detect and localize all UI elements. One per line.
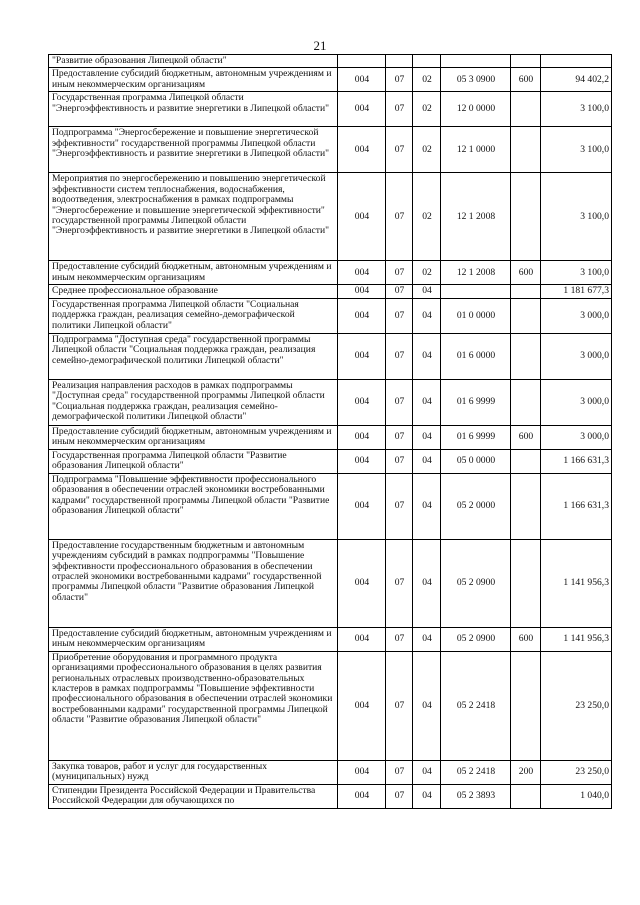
ministry-code-cell: 004 — [338, 760, 386, 784]
expense-type-cell — [511, 285, 541, 298]
section-code-cell: 07 — [386, 651, 413, 760]
amount-cell — [541, 55, 612, 68]
target-article-cell: 05 0 0000 — [441, 449, 511, 473]
subsection-code-cell: 04 — [413, 784, 441, 808]
subsection-code-cell: 04 — [413, 473, 441, 539]
target-article-cell: 05 2 0900 — [441, 539, 511, 627]
subsection-code-cell: 04 — [413, 425, 441, 449]
table-row — [49, 379, 612, 425]
ministry-code-cell: 004 — [338, 127, 386, 173]
item-name-cell: Предоставление субсидий бюджетным, автономным учреждениям и иным некоммерческим организациям — [49, 261, 338, 285]
expense-type-cell — [511, 333, 541, 379]
expense-type-cell — [511, 55, 541, 68]
expense-type-cell — [511, 651, 541, 760]
section-code-cell: 07 — [386, 127, 413, 173]
item-name-cell: Государственная программа Липецкой области "Развитие образования Липецкой области" — [49, 449, 338, 473]
table-row — [49, 173, 612, 261]
subsection-code-cell: 04 — [413, 760, 441, 784]
budget-table — [48, 54, 612, 809]
table-row — [49, 784, 612, 808]
expense-type-cell — [511, 539, 541, 627]
table-row — [49, 333, 612, 379]
ministry-code-cell: 004 — [338, 627, 386, 651]
section-code-cell: 07 — [386, 425, 413, 449]
section-code-cell: 07 — [386, 473, 413, 539]
subsection-code-cell: 04 — [413, 449, 441, 473]
expense-type-cell — [511, 379, 541, 425]
target-article-cell: 05 2 0000 — [441, 473, 511, 539]
item-name-cell: Среднее профессиональное образование — [49, 285, 338, 298]
section-code-cell: 07 — [386, 68, 413, 92]
amount-cell: 3 100,0 — [541, 261, 612, 285]
expense-type-cell — [511, 449, 541, 473]
ministry-code-cell: 004 — [338, 92, 386, 127]
target-article-cell: 05 2 3893 — [441, 784, 511, 808]
item-name-cell: Предоставление субсидий бюджетным, автономным учреждениям и иным некоммерческим организациям — [49, 627, 338, 651]
section-code-cell: 07 — [386, 298, 413, 333]
amount-cell: 23 250,0 — [541, 651, 612, 760]
section-code-cell: 07 — [386, 539, 413, 627]
ministry-code-cell: 004 — [338, 298, 386, 333]
subsection-code-cell: 04 — [413, 539, 441, 627]
subsection-code-cell: 04 — [413, 627, 441, 651]
page-number: 21 — [313, 38, 327, 53]
table-row — [49, 261, 612, 285]
table-row — [49, 298, 612, 333]
target-article-cell — [441, 55, 511, 68]
item-name-cell: Подпрограмма "Повышение эффективности профессионального образования в обеспечении отраслей экономики востребованными кадрами" государственной программы Липецкой области "Развитие образования Липецкой области" — [49, 473, 338, 539]
expense-type-cell: 200 — [511, 760, 541, 784]
subsection-code-cell: 04 — [413, 333, 441, 379]
target-article-cell: 05 2 2418 — [441, 760, 511, 784]
table-row — [49, 449, 612, 473]
amount-cell: 1 166 631,3 — [541, 473, 612, 539]
amount-cell: 1 141 956,3 — [541, 627, 612, 651]
ministry-code-cell: 004 — [338, 173, 386, 261]
subsection-code-cell: 02 — [413, 92, 441, 127]
item-name-cell: Государственная программа Липецкой области "Энергоэффективность и развитие энергетики в Липецкой области" — [49, 92, 338, 127]
expense-type-cell: 600 — [511, 627, 541, 651]
ministry-code-cell: 004 — [338, 68, 386, 92]
target-article-cell: 05 3 0900 — [441, 68, 511, 92]
expense-type-cell: 600 — [511, 68, 541, 92]
table-row — [49, 92, 612, 127]
ministry-code-cell: 004 — [338, 473, 386, 539]
ministry-code-cell: 004 — [338, 425, 386, 449]
amount-cell: 3 100,0 — [541, 127, 612, 173]
item-name-cell: Подпрограмма "Доступная среда" государственной программы Липецкой области "Социальная поддержка граждан, реализация семейно-демографической политики Липецкой области" — [49, 333, 338, 379]
target-article-cell: 12 0 0000 — [441, 92, 511, 127]
section-code-cell: 07 — [386, 379, 413, 425]
table-row — [49, 473, 612, 539]
expense-type-cell — [511, 173, 541, 261]
expense-type-cell: 600 — [511, 425, 541, 449]
subsection-code-cell: 02 — [413, 173, 441, 261]
item-name-cell: Предоставление субсидий бюджетным, автономным учреждениям и иным некоммерческим организациям — [49, 68, 338, 92]
table-row — [49, 539, 612, 627]
section-code-cell: 07 — [386, 285, 413, 298]
target-article-cell: 12 1 2008 — [441, 173, 511, 261]
ministry-code-cell — [338, 55, 386, 68]
item-name-cell: Закупка товаров, работ и услуг для государственных (муниципальных) нужд — [49, 760, 338, 784]
target-article-cell: 05 2 2418 — [441, 651, 511, 760]
target-article-cell: 01 6 9999 — [441, 379, 511, 425]
item-name-cell: Реализация направления расходов в рамках подпрограммы "Доступная среда" государственной программы Липецкой области "Социальная поддержка граждан, реализация семейно-демографической политики Липецкой области" — [49, 379, 338, 425]
section-code-cell: 07 — [386, 261, 413, 285]
amount-cell: 3 000,0 — [541, 379, 612, 425]
ministry-code-cell: 004 — [338, 449, 386, 473]
target-article-cell: 01 6 0000 — [441, 333, 511, 379]
section-code-cell: 07 — [386, 760, 413, 784]
subsection-code-cell: 04 — [413, 298, 441, 333]
section-code-cell: 07 — [386, 449, 413, 473]
subsection-code-cell: 02 — [413, 127, 441, 173]
table-row — [49, 760, 612, 784]
expense-type-cell — [511, 127, 541, 173]
expense-type-cell: 600 — [511, 261, 541, 285]
table-row — [49, 55, 612, 68]
ministry-code-cell: 004 — [338, 333, 386, 379]
expense-type-cell — [511, 784, 541, 808]
table-row — [49, 651, 612, 760]
amount-cell: 3 100,0 — [541, 92, 612, 127]
amount-cell: 1 181 677,3 — [541, 285, 612, 298]
ministry-code-cell: 004 — [338, 261, 386, 285]
ministry-code-cell: 004 — [338, 539, 386, 627]
ministry-code-cell: 004 — [338, 651, 386, 760]
expense-type-cell — [511, 298, 541, 333]
subsection-code-cell: 04 — [413, 379, 441, 425]
item-name-cell: Подпрограмма "Энергосбережение и повышение энергетической эффективности" государственной программы Липецкой области "Энергоэффективность и развитие энергетики в Липецкой области" — [49, 127, 338, 173]
target-article-cell: 12 1 0000 — [441, 127, 511, 173]
item-name-cell: Предоставление государственным бюджетным и автономным учреждениям субсидий в рамках подпрограммы "Повышение эффективности профессионального образования в обеспечении отраслей экономики востребованными кадрами" государственной программы Липецкой области "Развитие образования Липецкой области" — [49, 539, 338, 627]
amount-cell: 1 141 956,3 — [541, 539, 612, 627]
section-code-cell: 07 — [386, 627, 413, 651]
target-article-cell: 12 1 2008 — [441, 261, 511, 285]
table-row — [49, 627, 612, 651]
item-name-cell: Предоставление субсидий бюджетным, автономным учреждениям и иным некоммерческим организациям — [49, 425, 338, 449]
amount-cell: 94 402,2 — [541, 68, 612, 92]
section-code-cell: 07 — [386, 173, 413, 261]
item-name-cell: Мероприятия по энергосбережению и повышению энергетической эффективности систем теплоснабжения, водоснабжения, водоотведения, электроснабжения в рамках подпрограммы "Энергосбережение и повышение энергетической эффективности" государственной программы Липецкой области "Энергоэффективность и развитие энергетики в Липецкой области" — [49, 173, 338, 261]
section-code-cell: 07 — [386, 92, 413, 127]
table-row — [49, 127, 612, 173]
expense-type-cell — [511, 473, 541, 539]
amount-cell: 1 040,0 — [541, 784, 612, 808]
subsection-code-cell: 04 — [413, 651, 441, 760]
target-article-cell: 01 0 0000 — [441, 298, 511, 333]
target-article-cell: 05 2 0900 — [441, 627, 511, 651]
subsection-code-cell: 02 — [413, 68, 441, 92]
amount-cell: 3 000,0 — [541, 298, 612, 333]
item-name-cell: "Развитие образования Липецкой области" — [49, 55, 338, 68]
ministry-code-cell: 004 — [338, 784, 386, 808]
table-row — [49, 285, 612, 298]
target-article-cell — [441, 285, 511, 298]
section-code-cell: 07 — [386, 784, 413, 808]
amount-cell: 23 250,0 — [541, 760, 612, 784]
amount-cell: 3 100,0 — [541, 173, 612, 261]
amount-cell: 3 000,0 — [541, 425, 612, 449]
section-code-cell: 07 — [386, 333, 413, 379]
table-row — [49, 68, 612, 92]
target-article-cell: 01 6 9999 — [441, 425, 511, 449]
item-name-cell: Государственная программа Липецкой области "Социальная поддержка граждан, реализация семейно-демографической политики Липецкой области" — [49, 298, 338, 333]
section-code-cell — [386, 55, 413, 68]
amount-cell: 1 166 631,3 — [541, 449, 612, 473]
amount-cell: 3 000,0 — [541, 333, 612, 379]
expense-type-cell — [511, 92, 541, 127]
subsection-code-cell: 02 — [413, 261, 441, 285]
table-row — [49, 425, 612, 449]
item-name-cell: Приобретение оборудования и программного продукта организациями профессионального образования в целях развития региональных отраслевых производственно-образовательных кластеров в рамках подпрограммы "Повышение эффективности профессионального образования в обеспечении отраслей экономики востребованными кадрами" государственной программы Липецкой области "Развитие образования Липецкой области" — [49, 651, 338, 760]
item-name-cell: Стипендии Президента Российской Федерации и Правительства Российской Федерации для обучающихся по — [49, 784, 338, 808]
subsection-code-cell: 04 — [413, 285, 441, 298]
ministry-code-cell: 004 — [338, 285, 386, 298]
ministry-code-cell: 004 — [338, 379, 386, 425]
subsection-code-cell — [413, 55, 441, 68]
